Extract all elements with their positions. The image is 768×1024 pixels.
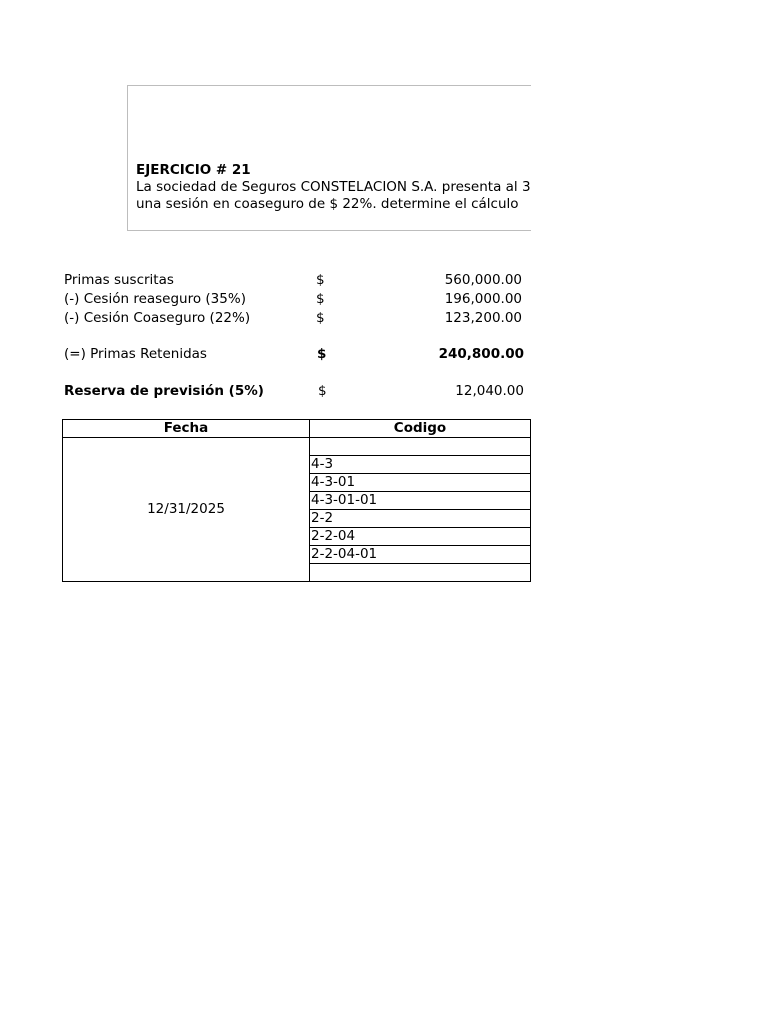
extra-cell	[531, 510, 532, 528]
row-currency: $	[316, 272, 325, 288]
extra-cell	[531, 492, 532, 510]
code-cell	[310, 564, 531, 582]
exercise-title: EJERCICIO # 21	[136, 162, 251, 178]
row-label: (-) Cesión Coaseguro (22%)	[64, 310, 251, 326]
row-label: Primas suscritas	[64, 272, 174, 288]
row-amount: 240,800.00	[438, 346, 524, 362]
code-cell: 4-3	[310, 456, 531, 474]
exercise-statement-line-2: una sesión en coaseguro de $ 22%. determine el cálculo	[136, 196, 519, 212]
code-cell: 2-2	[310, 510, 531, 528]
row-label: (-) Cesión reaseguro (35%)	[64, 291, 246, 307]
extra-cell	[531, 546, 532, 564]
code-cell: 2-2-04	[310, 528, 531, 546]
row-currency: $	[316, 310, 325, 326]
code-cell: 4-3-01-01	[310, 492, 531, 510]
exercise-textbox	[127, 85, 531, 231]
header-extra	[531, 420, 532, 438]
extra-cell	[531, 564, 532, 582]
row-currency: $	[316, 291, 325, 307]
header-codigo: Codigo	[310, 420, 531, 438]
exercise-statement-line-1: La sociedad de Seguros CONSTELACION S.A. presenta al 3	[136, 179, 531, 195]
extra-cell	[531, 528, 532, 546]
row-amount: 12,040.00	[455, 383, 524, 399]
code-cell: 4-3-01	[310, 474, 531, 492]
extra-cell	[531, 456, 532, 474]
row-currency: $	[317, 346, 327, 362]
journal-date: 12/31/2025	[63, 438, 310, 582]
row-amount: 560,000.00	[444, 272, 522, 288]
code-cell	[310, 438, 531, 456]
extra-cell	[531, 438, 532, 456]
header-fecha: Fecha	[63, 420, 310, 438]
row-currency: $	[318, 383, 327, 399]
row-label: (=) Primas Retenidas	[64, 346, 207, 362]
extra-cell	[531, 474, 532, 492]
row-amount: 123,200.00	[444, 310, 522, 326]
row-amount: 196,000.00	[444, 291, 522, 307]
journal-table	[62, 419, 531, 582]
code-cell: 2-2-04-01	[310, 546, 531, 564]
row-label: Reserva de previsión (5%)	[64, 383, 264, 399]
